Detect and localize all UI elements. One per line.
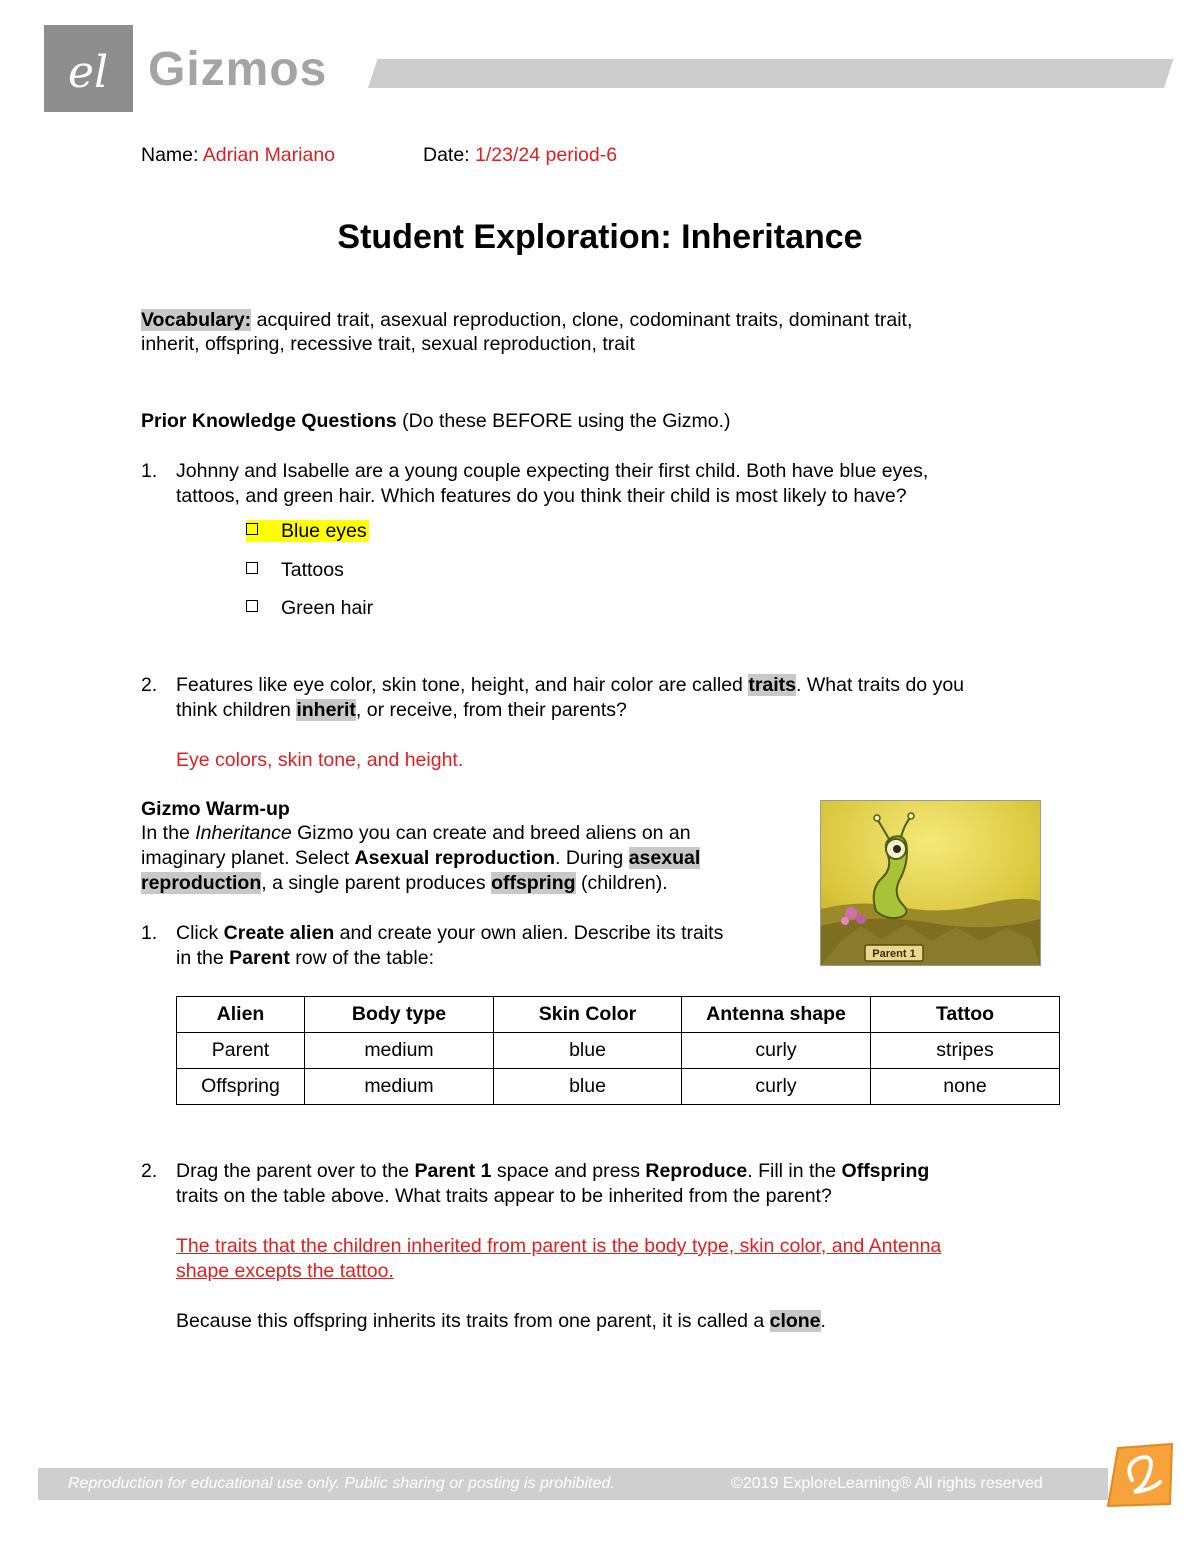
- text: Features like eye color, skin tone, height, and hair color are called: [176, 674, 749, 696]
- table-header-row: [177, 997, 1060, 1033]
- warmup-q1-number: 1.: [141, 922, 158, 944]
- name-field: [141, 142, 335, 168]
- option-label: Tattoos: [281, 559, 344, 581]
- term-traits: traits: [748, 674, 797, 696]
- warmup-text-3: [141, 870, 668, 896]
- bold-term: Parent 1: [414, 1160, 492, 1182]
- text: Click: [176, 922, 224, 944]
- warmup-q1-text-1: [176, 920, 723, 946]
- column-header: Alien: [177, 997, 305, 1033]
- q2-number: 2.: [141, 674, 158, 696]
- q1-text-2: tattoos, and green hair. Which features do you think their child is most likely to have?: [176, 485, 907, 507]
- table-cell[interactable]: stripes: [871, 1033, 1060, 1069]
- name-value: Adrian Mariano: [202, 144, 336, 166]
- warmup-heading: Gizmo Warm-up: [141, 798, 290, 820]
- page-title: Student Exploration: Inheritance: [337, 218, 863, 256]
- term-inherit: inherit: [296, 699, 356, 721]
- text: think children: [176, 699, 297, 721]
- bold-term: Reproduce: [645, 1160, 748, 1182]
- warmup-text-2: [141, 845, 700, 871]
- parent-1-label: Parent 1: [872, 948, 916, 960]
- table-cell[interactable]: blue: [494, 1069, 682, 1105]
- checkbox-icon[interactable]: [246, 600, 258, 612]
- text: , or receive, from their parents?: [355, 699, 627, 721]
- option-label: Blue eyes: [281, 520, 367, 542]
- warmup-q2-text-2: traits on the table above. What traits appear to be inherited from the parent?: [176, 1185, 832, 1207]
- column-header: Antenna shape: [682, 997, 871, 1033]
- gizmo-name: Inheritance: [195, 822, 292, 844]
- text: imaginary planet. Select: [141, 847, 355, 869]
- table-cell: Offspring: [177, 1069, 305, 1105]
- bold-term: Create alien: [223, 922, 335, 944]
- logo-mark: el: [67, 47, 109, 98]
- footer-copyright: ©2019 ExploreLearning® All rights reserved: [731, 1475, 1043, 1492]
- q2-text-2: [176, 697, 627, 723]
- text: Drag the parent over to the: [176, 1160, 415, 1182]
- clone-sentence: [176, 1308, 826, 1334]
- footer-disclaimer: Reproduction for educational use only. Public sharing or posting is prohibited.: [68, 1475, 615, 1492]
- option-tattoos[interactable]: [246, 557, 344, 583]
- q2-answer-line-2: shape excepts the tattoo.: [176, 1260, 394, 1282]
- q2-answer: Eye colors, skin tone, and height.: [176, 749, 464, 771]
- table-cell: Parent: [177, 1033, 305, 1069]
- table-row: [177, 1069, 1060, 1105]
- text: (children).: [575, 872, 668, 894]
- warmup-q1-text-2: [176, 945, 434, 971]
- text: . Fill in the: [747, 1160, 842, 1182]
- bold-term: Asexual reproduction: [354, 847, 555, 869]
- option-label: Green hair: [281, 597, 374, 619]
- text: space and press: [491, 1160, 646, 1182]
- prior-note: (Do these BEFORE using the Gizmo.): [396, 410, 731, 432]
- option-green-hair[interactable]: [246, 595, 373, 621]
- q1-number: 1.: [141, 460, 158, 482]
- text: in the: [176, 947, 230, 969]
- checkbox-icon[interactable]: [246, 523, 258, 535]
- date-field: [423, 142, 617, 168]
- bold-term: Offspring: [841, 1160, 930, 1182]
- term-clone: clone: [769, 1310, 821, 1332]
- vocabulary-line-2: inherit, offspring, recessive trait, sexual reproduction, trait: [141, 333, 635, 355]
- prior-heading-text: Prior Knowledge Questions: [141, 410, 397, 432]
- warmup-q2-number: 2.: [141, 1160, 158, 1182]
- date-value: 1/23/24 period-6: [475, 144, 618, 166]
- vocabulary-text-1: acquired trait, asexual reproduction, clone, codominant traits, dominant trait,: [251, 309, 913, 331]
- table-cell[interactable]: none: [871, 1069, 1060, 1105]
- vocabulary-label: Vocabulary:: [141, 309, 252, 331]
- option-blue-eyes-highlight: [246, 520, 369, 542]
- text: . What traits do you: [796, 674, 965, 696]
- text: Gizmo you can create and breed aliens on an: [291, 822, 691, 844]
- table-cell[interactable]: medium: [305, 1033, 494, 1069]
- text: , a single parent produces: [261, 872, 492, 894]
- text: . During: [555, 847, 629, 869]
- table-cell[interactable]: curly: [682, 1033, 871, 1069]
- prior-knowledge-heading: [141, 408, 731, 434]
- q2-answer-line-1: The traits that the children inherited from parent is the body type, skin color, and Antenna: [176, 1235, 942, 1257]
- text: Because this offspring inherits its traits from one parent, it is called a: [176, 1310, 770, 1332]
- column-header: Body type: [305, 997, 494, 1033]
- name-label: Name:: [141, 144, 199, 166]
- table-cell[interactable]: medium: [305, 1069, 494, 1105]
- text: and create your own alien. Describe its traits: [334, 922, 724, 944]
- header-bar: [368, 59, 1173, 88]
- warmup-q2-text-1: [176, 1158, 929, 1184]
- vocabulary-line-1: [141, 307, 912, 333]
- column-header: Tattoo: [871, 997, 1060, 1033]
- table-row: [177, 1033, 1060, 1069]
- brand-name: Gizmos: [148, 43, 328, 96]
- column-header: Skin Color: [494, 997, 682, 1033]
- bold-term: Parent: [229, 947, 290, 969]
- text: .: [820, 1310, 826, 1332]
- table-cell[interactable]: curly: [682, 1069, 871, 1105]
- alien-traits-table: [176, 996, 1060, 1105]
- checkbox-icon[interactable]: [246, 562, 258, 574]
- explorelearning-corner-icon: [1104, 1442, 1176, 1508]
- table-cell[interactable]: blue: [494, 1033, 682, 1069]
- option-blue-eyes[interactable]: [246, 518, 369, 544]
- term-asexual: asexual: [628, 847, 701, 869]
- term-offspring: offspring: [491, 872, 576, 894]
- q2-text-1: [176, 672, 964, 698]
- warmup-text-1: [141, 820, 691, 846]
- date-label: Date:: [423, 144, 470, 166]
- text: In the: [141, 822, 196, 844]
- text: row of the table:: [289, 947, 434, 969]
- q1-text-1: Johnny and Isabelle are a young couple expecting their first child. Both have blue eyes,: [176, 460, 929, 482]
- term-reproduction: reproduction: [141, 872, 262, 894]
- alien-gizmo-image: [820, 800, 1041, 966]
- explorelearning-logo-icon: [44, 25, 133, 112]
